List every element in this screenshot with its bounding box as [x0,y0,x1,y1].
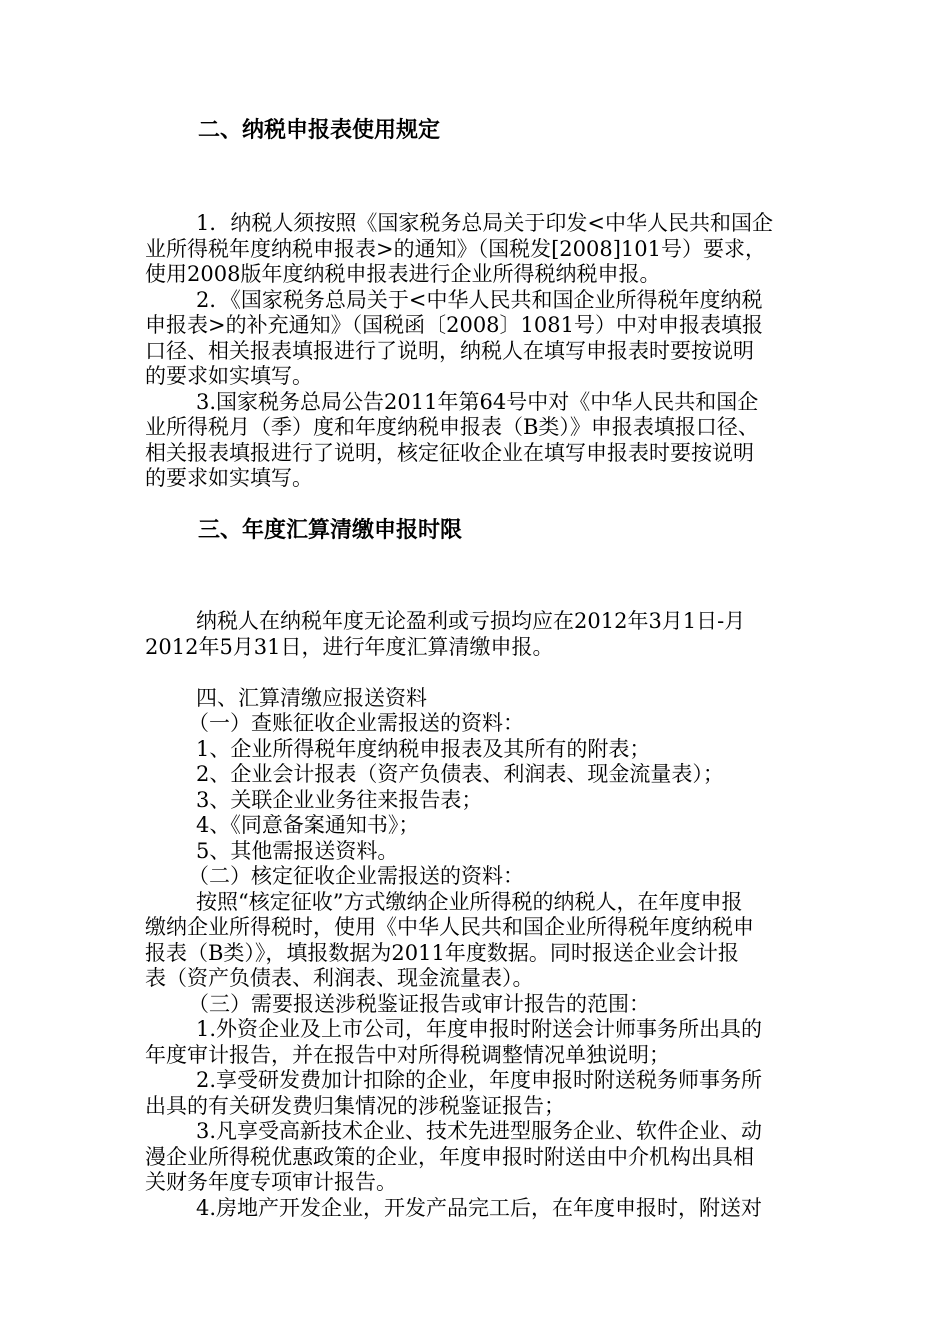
list-item: 5、其他需报送资料。 [196,839,399,863]
paragraph-line: 出具的有关研发费归集情况的涉税鉴证报告； [145,1094,565,1118]
paragraph-line: 使用2008版年度纳税申报表进行企业所得税纳税申报。 [145,262,661,286]
paragraph-line: 漫企业所得税优惠政策的企业，年度申报时附送由中介机构出具相 [145,1145,754,1169]
paragraph-line: 3.凡享受高新技术企业、技术先进型服务企业、软件企业、动 [196,1119,763,1143]
paragraph-line: 报表（B类）》，填报数据为2011年度数据。同时报送企业会计报 [145,941,739,965]
subheading-line: （一）查账征收企业需报送的资料： [188,711,524,735]
paragraph-line: 缴纳企业所得税时，使用《中华人民共和国企业所得税年度纳税申 [145,915,754,939]
paragraph-line: 相关报表填报进行了说明，核定征收企业在填写申报表时要按说明 [145,441,754,465]
paragraph-line: 2.享受研发费加计扣除的企业，年度申报时附送税务师事务所 [196,1068,763,1092]
section-3-heading: 三、年度汇算清缴申报时限 [198,518,463,543]
paragraph-line: 1．纳税人须按照《国家税务总局关于印发<中华人民共和国企 [196,211,773,235]
paragraph-line: 3.国家税务总局公告2011年第64号中对《中华人民共和国企 [196,390,759,414]
paragraph-line: 年度审计报告，并在报告中对所得税调整情况单独说明； [145,1043,670,1067]
subheading-line: （三）需要报送涉税鉴证报告或审计报告的范围： [188,992,650,1016]
section-2-heading: 二、纳税申报表使用规定 [198,118,441,143]
paragraph-line: 表（资产负债表、利润表、现金流量表）。 [145,966,534,990]
paragraph-line: 1.外资企业及上市公司，年度申报时附送会计师事务所出具的 [196,1017,763,1041]
list-item: 2、企业会计报表（资产负债表、利润表、现金流量表）； [196,762,724,786]
paragraph-line: 的要求如实填写。 [145,364,313,388]
paragraph-line: 业所得税年度纳税申报表>的通知》（国税发[2008]101号）要求， [145,237,767,261]
paragraph-line: 纳税人在纳税年度无论盈利或亏损均应在2012年3月1日-月 [196,609,746,633]
paragraph-line: 关财务年度专项审计报告。 [145,1170,397,1194]
section-4-heading: 四、汇算清缴应报送资料 [196,686,427,710]
paragraph-line: 2．《国家税务总局关于<中华人民共和国企业所得税年度纳税 [196,288,763,312]
paragraph-line: 口径、相关报表填报进行了说明，纳税人在填写申报表时要按说明 [145,339,754,363]
paragraph-line: 的要求如实填写。 [145,466,313,490]
paragraph-line: 按照“核定征收”方式缴纳企业所得税的纳税人，在年度申报 [196,890,743,914]
paragraph-line: 业所得税月（季）度和年度纳税申报表（B类）》申报表填报口径、 [145,415,759,439]
list-item: 1、企业所得税年度纳税申报表及其所有的附表； [196,737,651,761]
list-item: 4、《同意备案通知书》； [196,813,420,837]
paragraph-line: 2012年5月31日，进行年度汇算清缴申报。 [145,635,554,659]
list-item: 3、关联企业业务往来报告表； [196,788,483,812]
paragraph-line: 申报表>的补充通知》（国税函〔2008〕1081号）中对申报表填报 [145,313,763,337]
subheading-line: （二）核定征收企业需报送的资料： [188,864,524,888]
paragraph-line: 4.房地产开发企业，开发产品完工后，在年度申报时，附送对 [196,1196,763,1220]
